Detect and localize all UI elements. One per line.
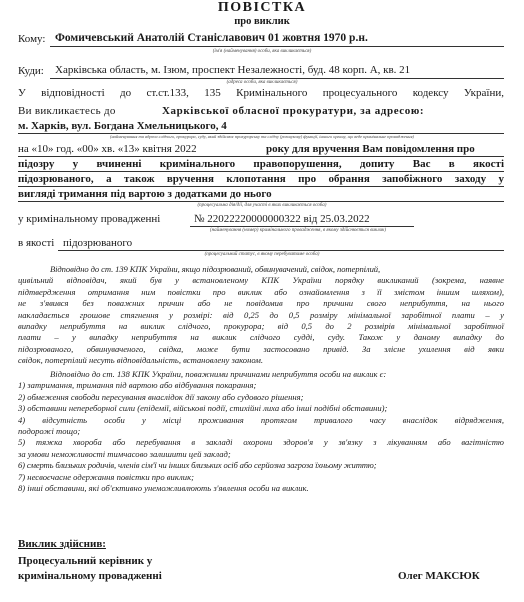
paragraph-line: Відповідно до ст. 139 КПК України, якщо підозрюваний, обвинувачений, свідок, потерпілий, <box>50 264 381 274</box>
to-hint: (ім'я (найменування) особи, яка викликається) <box>212 49 312 54</box>
purpose-line-2: підозрюваного, а також вручення клопотання про обрання запобіжного заходу у <box>18 173 504 185</box>
basis-line-3: м. Харків, вул. Богдана Хмельницького, 4 <box>18 120 227 132</box>
basis-line-2a: Ви викликаєтесь до <box>18 105 116 117</box>
basis-line-2b: Харківської обласної прокуратури, за адресою: <box>162 105 425 117</box>
reason-item: 6) смерть близьких родичів, членів сім'ї чи інших близьких осіб або серйозна загроза їхньому життю; <box>18 460 377 471</box>
where-hint: (адреса особи, яка викликається) <box>226 80 298 85</box>
paragraph-line: свідок, потерпілий несуть відповідальність, встановлену законом. <box>18 355 263 366</box>
paragraph-line: випадку неприбуття на виклик слідчого, прокурора; від 0,5 до 2 розмірів мінімальної заробітної <box>18 321 504 332</box>
purpose-line-3: вигляді тримання під вартою з додатками до нього <box>18 188 272 200</box>
paragraph-line: підозрюваного, обвинуваченого, свідка, може бути застосовано привід. За злісне ухилення від явки <box>18 343 504 354</box>
role-hint: (процесуальний статус, в якому перебуватиме особа) <box>204 252 320 257</box>
to-label: Кому: <box>18 33 46 45</box>
page-subtitle: про виклик <box>234 16 290 27</box>
reason-item: 8) інші обставини, які об'єктивно унеможливлюють з'явлення особи на виклик. <box>18 483 309 494</box>
paragraph-line: не з'явився без поважних причин або не повідомив про причини свого неприбуття, на нього <box>18 298 504 309</box>
signer-name: Олег МАКСЮК <box>398 570 480 582</box>
basis-hint: (найменування та адреса слідчого, прокурора, суду, який здійснює прокурорську та слідчу (розшукову) функції, іншого органу, що веде кримінальне провадження) <box>110 134 414 139</box>
purpose-hint: (процесуальна дія/дії, для участі в яких викликається особа) <box>197 203 327 208</box>
paragraph-line: накладається грошове стягнення у розмірі: від 0,25 до 0,5 розміру мінімальної заробітної плати – у <box>18 309 504 320</box>
reason-item: подорожі тощо; <box>18 426 81 437</box>
reason-item: 5) тяжка хвороба або перебування в закладі охорони здоров'я у зв'язку з лікуванням або вагітністю <box>18 437 504 448</box>
reason-item: 2) обмеження свободи пересування внаслідок дії закону або судового рішення; <box>18 391 304 402</box>
case-hint: (найменування (номер) кримінального провадження, в якому здійснюється виклик) <box>210 228 387 233</box>
page-title: ПОВІСТКА <box>217 0 307 15</box>
reason-item: за умови неможливості тимчасово залишити цей заклад; <box>18 448 231 459</box>
signer-role-line-1: Процесуальний керівник у <box>18 555 153 567</box>
paragraph-intro: Відповідно до ст. 138 КПК України, поважними причинами неприбуття особи на виклик є: <box>50 369 387 379</box>
role-value: підозрюваного <box>63 237 133 249</box>
purpose-line-1: підозру у вчиненні кримінального правопорушення, допиту Вас в якості <box>18 158 504 170</box>
case-number: № 22022220000000322 від 25.03.2022 <box>194 213 370 225</box>
reason-item: 3) обставини непереборної сили (епідемії, військові події, стихійні лиха або інші подібні обставини); <box>18 403 388 414</box>
purpose-line-0: року для вручення Вам повідомлення про <box>266 143 475 155</box>
issued-by-label: Виклик здійснив: <box>18 538 106 550</box>
role-label: в якості <box>18 237 55 249</box>
paragraph-line: плати – у випадку неприбуття на виклик слідчого судді, суду. Також у даному випадку до <box>18 332 504 343</box>
basis-line-1: У відповідності до ст.ст.133, 135 Кримінального процесуального кодексу України, <box>18 87 504 99</box>
reason-item: 4) відсутність особи у місці проживання протягом тривалого часу внаслідок відрядження, <box>18 414 504 425</box>
paragraph-line: підтвердження отримання ним повістки про виклик або ознайомлення з її змістом іншим шляхом), <box>18 286 504 297</box>
paragraph-line: цивільний відповідач, який був у встановленому КПК України порядку викликаний (зокрема, наявне <box>18 275 504 286</box>
to-value: Фомичевський Анатолій Станіславович 01 жовтня 1970 р.н. <box>55 32 368 44</box>
consequences-paragraph <box>18 264 504 367</box>
appointment-datetime: на «10» год. «00» хв. «13» квітня 2022 <box>18 143 197 155</box>
where-value: Харківська область, м. Ізюм, проспект Незалежності, буд. 48 корп. А, кв. 21 <box>55 64 411 76</box>
reason-item: 1) затримання, тримання під вартою або відбування покарання; <box>18 380 257 391</box>
valid-reasons-section <box>18 369 504 494</box>
reason-item: 7) несвоєчасне одержання повістки про виклик; <box>18 471 194 482</box>
signer-role-line-2: кримінальному провадженні <box>18 570 162 582</box>
case-label: у кримінальному провадженні <box>18 213 161 225</box>
where-label: Куди: <box>18 65 44 77</box>
